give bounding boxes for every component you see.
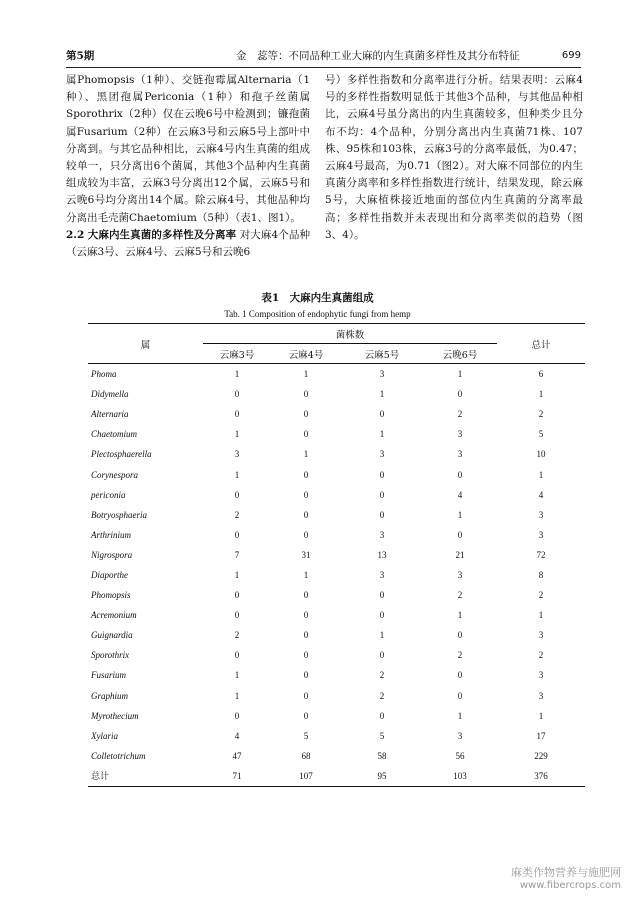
count-cell: 0 <box>303 529 309 540</box>
genus-cell: Alternaria <box>91 409 129 420</box>
total-cell: 3 <box>538 529 544 540</box>
total-row <box>88 766 585 787</box>
count-cell: 0 <box>379 489 385 500</box>
count-cell: 4 <box>457 489 463 500</box>
count-cell: 0 <box>379 710 385 721</box>
table-row <box>88 686 585 706</box>
count-cell: 1 <box>303 369 309 380</box>
header-variety: 云麻4号 <box>271 344 341 364</box>
count-cell: 0 <box>303 710 309 721</box>
count-cell: 2 <box>457 650 463 661</box>
header-strain-count: 菌株数 <box>203 324 497 344</box>
count-cell: 7 <box>234 549 240 560</box>
genus-cell: Fusarium <box>91 670 127 681</box>
count-cell: 0 <box>379 590 385 601</box>
left-paragraph: 属Phomopsis（1种）、交链孢霉属Alternaria（1种）、黑团孢属Periconia（1种）和孢子丝菌属Sporothrix（2种）仅在云晚6号中检测到；镰孢菌属Fusarium（2种）在云麻3号和云麻5号上部叶中分离到。与其它品种相比，云麻4号内生真菌的组成较单一，只分离出6个菌属，其他3个品种内生真菌组成较为丰富，云麻3号分离出12个属，云麻5号和云晚6号均分离出14个属。除云麻4号，其他品种均分离出毛壳菌Chaetomium（5种）（表1、图1）。 <box>66 74 310 224</box>
count-cell: 0 <box>234 389 240 400</box>
watermark-line1: 麻类作物营养与施肥网 <box>511 866 621 879</box>
count-cell: 3 <box>457 569 463 580</box>
count-cell: 0 <box>457 630 463 641</box>
genus-cell: periconia <box>91 489 126 500</box>
count-cell: 0 <box>234 489 240 500</box>
page-number: 699 <box>561 50 581 61</box>
genus-cell: Myrothecium <box>91 710 139 721</box>
count-cell: 0 <box>303 630 309 641</box>
section-text: 对大麻4个品种（云麻3号、云麻4号、云麻5号和云晚6 <box>66 228 311 259</box>
watermark <box>511 864 621 891</box>
total-cell: 1 <box>538 469 544 480</box>
genus-cell: Phomopsis <box>91 590 131 601</box>
header-total: 总计 <box>497 324 585 364</box>
table-row <box>88 645 585 665</box>
section-2-2 <box>66 227 310 261</box>
genus-cell: Botryosphaeria <box>91 509 147 520</box>
left-column <box>66 72 310 261</box>
running-title: 金 蕊等：不同品种工业大麻的内生真菌多样性及其分布特征 <box>236 50 520 62</box>
genus-cell: Guignardia <box>91 630 133 641</box>
count-cell: 0 <box>303 489 309 500</box>
genus-cell: Xylaria <box>91 730 118 741</box>
total-cell: 8 <box>538 569 544 580</box>
total-cell: 17 <box>536 730 546 741</box>
genus-cell: Sporothrix <box>91 650 130 661</box>
count-cell: 0 <box>457 690 463 701</box>
table-row <box>88 424 585 444</box>
table-row <box>88 464 585 484</box>
genus-cell: Graphium <box>91 690 129 701</box>
table-row <box>88 665 585 685</box>
total-cell: 3 <box>538 690 544 701</box>
count-cell: 0 <box>234 590 240 601</box>
total-cell: 229 <box>534 750 548 761</box>
total-cell: 1 <box>538 610 544 621</box>
count-cell: 0 <box>379 469 385 480</box>
table-row <box>88 585 585 605</box>
count-cell: 0 <box>234 610 240 621</box>
count-cell: 0 <box>379 409 385 420</box>
count-cell: 2 <box>457 590 463 601</box>
genus-cell: Colletotrichum <box>91 750 146 761</box>
count-cell: 68 <box>301 750 311 761</box>
table-row <box>88 384 585 404</box>
right-paragraph: 号）多样性指数和分离率进行分析。结果表明：云麻4号的多样性指数明显低于其他3个品种，与其他品种相比，云麻4号虽分离出的内生真菌较多，但种类少且分布不均：4个品种，分别分离出内生真菌71株、107株、95株和103株，云麻3号的分离率最低，为0.47；云麻4号最高，为0.71（图2）。对大麻不同部位的内生真菌分离率和多样性指数进行统计，结果发现，除云麻5号，大麻植株接近地面的部位内生真菌的分离率最高；多样性指数并未表现出和分离率类似的趋势（图3、4）。 <box>325 74 583 241</box>
table-row <box>88 485 585 505</box>
count-cell: 1 <box>457 509 463 520</box>
count-cell: 1 <box>234 670 240 681</box>
genus-cell: Arthrinium <box>91 529 132 540</box>
header-variety: 云麻5号 <box>341 344 423 364</box>
total-cell: 3 <box>538 630 544 641</box>
count-cell: 2 <box>379 690 385 701</box>
count-cell: 95 <box>341 766 423 787</box>
genus-cell: Didymella <box>91 389 129 400</box>
genus-cell: Corynespora <box>91 469 138 480</box>
total-cell: 72 <box>536 549 546 560</box>
table-row <box>88 565 585 585</box>
count-cell: 0 <box>303 590 309 601</box>
count-cell: 0 <box>379 610 385 621</box>
count-cell: 0 <box>234 710 240 721</box>
count-cell: 1 <box>234 369 240 380</box>
count-cell: 3 <box>457 730 463 741</box>
count-cell: 3 <box>379 449 385 460</box>
count-cell: 0 <box>303 429 309 440</box>
count-cell: 4 <box>234 730 240 741</box>
count-cell: 1 <box>234 690 240 701</box>
total-cell: 2 <box>538 409 544 420</box>
count-cell: 0 <box>457 529 463 540</box>
count-cell: 0 <box>234 409 240 420</box>
count-cell: 1 <box>379 630 385 641</box>
count-cell: 71 <box>203 766 271 787</box>
count-cell: 0 <box>303 610 309 621</box>
count-cell: 1 <box>303 449 309 460</box>
genus-cell: Plectosphaerella <box>91 449 152 460</box>
total-cell: 2 <box>538 590 544 601</box>
total-cell: 4 <box>538 489 544 500</box>
count-cell: 2 <box>234 630 240 641</box>
genus-cell: Nigrospora <box>91 549 133 560</box>
count-cell: 3 <box>234 449 240 460</box>
table-row <box>88 545 585 565</box>
watermark-line2: www.fibercrops.com <box>519 880 621 891</box>
section-heading: 大麻内生真菌的多样性及分离率 <box>87 228 237 241</box>
count-cell: 1 <box>457 369 463 380</box>
genus-cell: Chaetomium <box>91 429 137 440</box>
count-cell: 1 <box>379 389 385 400</box>
issue-label: 第5期 <box>66 50 95 62</box>
genus-cell: Diaporthe <box>91 569 128 580</box>
count-cell: 0 <box>303 650 309 661</box>
fungi-composition-table <box>88 323 585 787</box>
count-cell: 0 <box>303 389 309 400</box>
section-number: 2.2 <box>66 228 85 241</box>
right-column <box>325 72 583 244</box>
table-row <box>88 746 585 766</box>
count-cell: 0 <box>234 529 240 540</box>
table-row <box>88 364 585 385</box>
total-label: 总计 <box>88 766 203 787</box>
count-cell: 13 <box>377 549 387 560</box>
count-cell: 0 <box>234 650 240 661</box>
count-cell: 0 <box>303 670 309 681</box>
count-cell: 0 <box>379 509 385 520</box>
count-cell: 3 <box>379 369 385 380</box>
total-cell: 1 <box>538 710 544 721</box>
total-cell: 3 <box>538 670 544 681</box>
count-cell: 0 <box>303 409 309 420</box>
count-cell: 3 <box>379 569 385 580</box>
header-variety: 云麻3号 <box>203 344 271 364</box>
count-cell: 21 <box>455 549 465 560</box>
count-cell: 1 <box>457 710 463 721</box>
count-cell: 1 <box>234 569 240 580</box>
genus-cell: Acremonium <box>91 610 137 621</box>
count-cell: 58 <box>377 750 387 761</box>
count-cell: 31 <box>301 549 311 560</box>
table-row <box>88 525 585 545</box>
count-cell: 1 <box>379 429 385 440</box>
total-cell: 1 <box>538 389 544 400</box>
table-row <box>88 404 585 424</box>
table-row <box>88 605 585 625</box>
count-cell: 3 <box>457 429 463 440</box>
total-cell: 5 <box>538 429 544 440</box>
header-variety: 云晚6号 <box>423 344 497 364</box>
count-cell: 2 <box>379 670 385 681</box>
total-cell: 6 <box>538 369 544 380</box>
count-cell: 0 <box>303 469 309 480</box>
total-cell: 10 <box>536 449 546 460</box>
header-genus: 属 <box>88 324 203 364</box>
count-cell: 0 <box>457 389 463 400</box>
count-cell: 0 <box>303 509 309 520</box>
count-cell: 56 <box>455 750 465 761</box>
count-cell: 0 <box>379 650 385 661</box>
count-cell: 2 <box>457 409 463 420</box>
total-cell: 3 <box>538 509 544 520</box>
total-cell: 376 <box>497 766 585 787</box>
count-cell: 1 <box>234 429 240 440</box>
count-cell: 5 <box>379 730 385 741</box>
count-cell: 0 <box>457 469 463 480</box>
table-row <box>88 726 585 746</box>
count-cell: 2 <box>234 509 240 520</box>
count-cell: 0 <box>303 690 309 701</box>
table-row <box>88 706 585 726</box>
count-cell: 103 <box>423 766 497 787</box>
count-cell: 1 <box>234 469 240 480</box>
count-cell: 1 <box>457 610 463 621</box>
table-caption-en: Tab. 1 Composition of endophytic fungi from hemp <box>224 309 411 319</box>
header-rule <box>66 67 581 68</box>
count-cell: 0 <box>457 670 463 681</box>
count-cell: 3 <box>379 529 385 540</box>
genus-cell: Phoma <box>91 369 117 380</box>
count-cell: 1 <box>303 569 309 580</box>
count-cell: 47 <box>232 750 242 761</box>
total-cell: 2 <box>538 650 544 661</box>
table-row <box>88 444 585 464</box>
table-row <box>88 505 585 525</box>
table-row <box>88 625 585 645</box>
count-cell: 107 <box>271 766 341 787</box>
running-header <box>66 48 581 66</box>
count-cell: 5 <box>303 730 309 741</box>
table-caption-cn: 表1 大麻内生真菌组成 <box>261 292 374 304</box>
count-cell: 3 <box>457 449 463 460</box>
table-body <box>88 364 585 787</box>
